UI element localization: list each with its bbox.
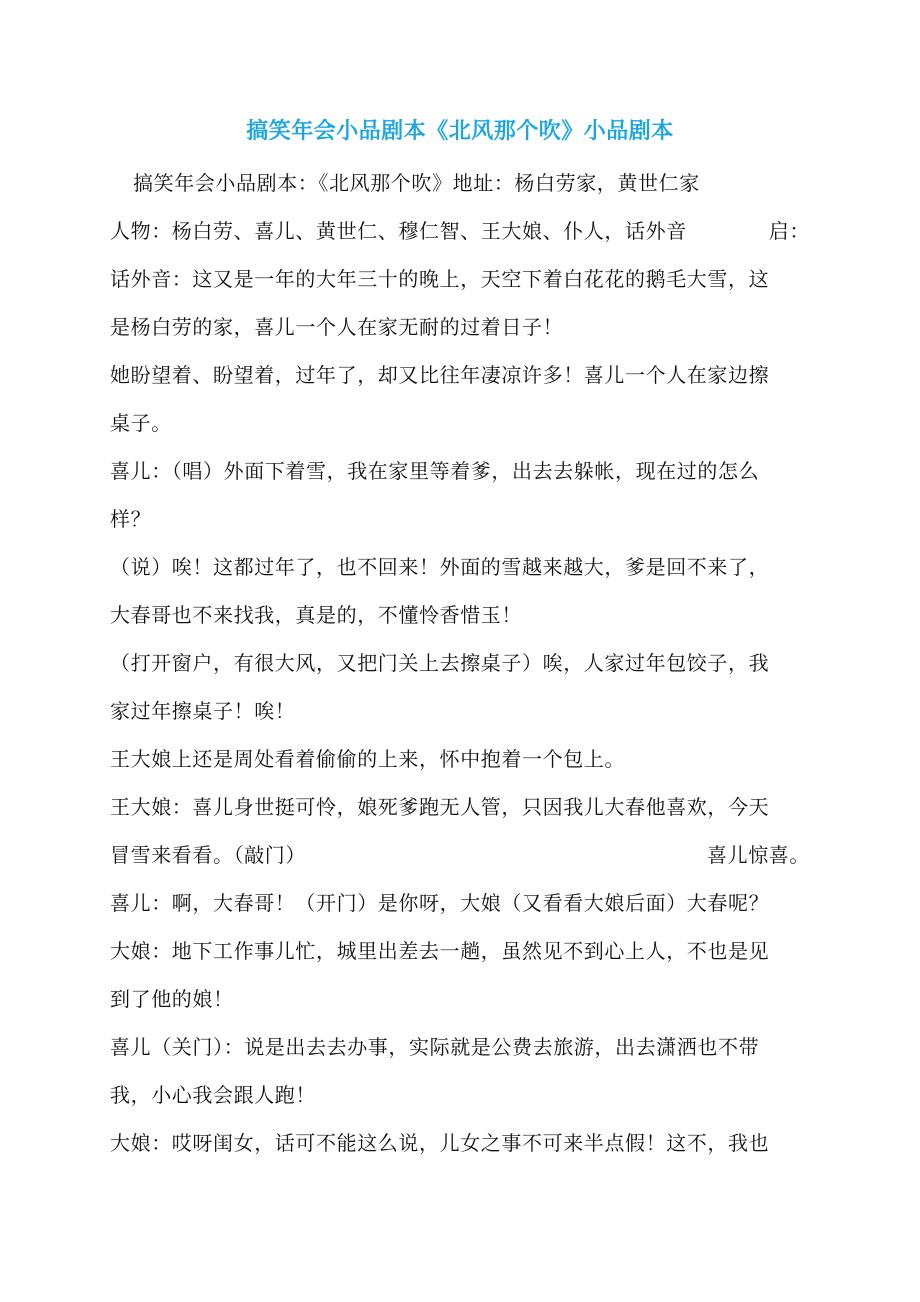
text-line-right-fragment: 喜儿惊喜。	[707, 843, 810, 867]
text-line: 家过年擦桌子！唉！	[110, 699, 296, 723]
text-line: 她盼望着、盼望着，过年了，却又比往年凄凉许多！喜儿一个人在家边擦	[110, 363, 770, 387]
text-line: 桌子。	[110, 411, 172, 435]
text-line: 王大娘上还是周处看着偷偷的上来，怀中抱着一个包上。	[110, 747, 625, 771]
text-line: （说）唉！这都过年了，也不回来！外面的雪越来越大，爹是回不来了，	[110, 555, 770, 579]
text-line: 大春哥也不来找我，真是的，不懂怜香惜玉！	[110, 603, 522, 627]
text-line: 喜儿：（唱）外面下着雪，我在家里等着爹，出去去躲帐，现在过的怎么	[110, 459, 760, 483]
text-line: 到了他的娘！	[110, 987, 234, 1011]
text-line: 喜儿：啊，大春哥！（开门）是你呀，大娘（又看看大娘后面）大春呢？	[110, 891, 770, 915]
text-line: 我，小心我会跟人跑！	[110, 1083, 316, 1107]
text-line: 是杨白劳的家，喜儿一个人在家无耐的过着日子！	[110, 315, 564, 339]
text-line: 搞笑年会小品剧本：《北风那个吹》地址：杨白劳家，黄世仁家	[133, 171, 700, 195]
text-line: 喜儿（关门）：说是出去去办事，实际就是公费去旅游，出去潇洒也不带	[110, 1035, 760, 1059]
text-line: 大娘：地下工作事儿忙，城里出差去一趟，虽然见不到心上人，不也是见	[110, 939, 770, 963]
text-line: 王大娘：喜儿身世挺可怜，娘死爹跑无人管，只因我儿大春他喜欢，今天	[110, 795, 770, 819]
text-line: 大娘：哎呀闺女，话可不能这么说，儿女之事不可来半点假！这不，我也	[110, 1131, 770, 1155]
document-title: 搞笑年会小品剧本《北风那个吹》小品剧本	[246, 119, 674, 144]
text-line: 话外音：这又是一年的大年三十的晚上，天空下着白花花的鹅毛大雪，这	[110, 267, 770, 291]
text-line: （打开窗户，有很大风，又把门关上去擦桌子）唉，人家过年包饺子，我	[110, 651, 770, 675]
text-line: 冒雪来看看。（敲门）	[110, 843, 306, 867]
text-line: 样？	[110, 507, 152, 531]
text-line-right-fragment: 启：	[768, 219, 810, 243]
text-line: 人物：杨白劳、喜儿、黄世仁、穆仁智、王大娘、仆人，话外音	[110, 219, 687, 243]
